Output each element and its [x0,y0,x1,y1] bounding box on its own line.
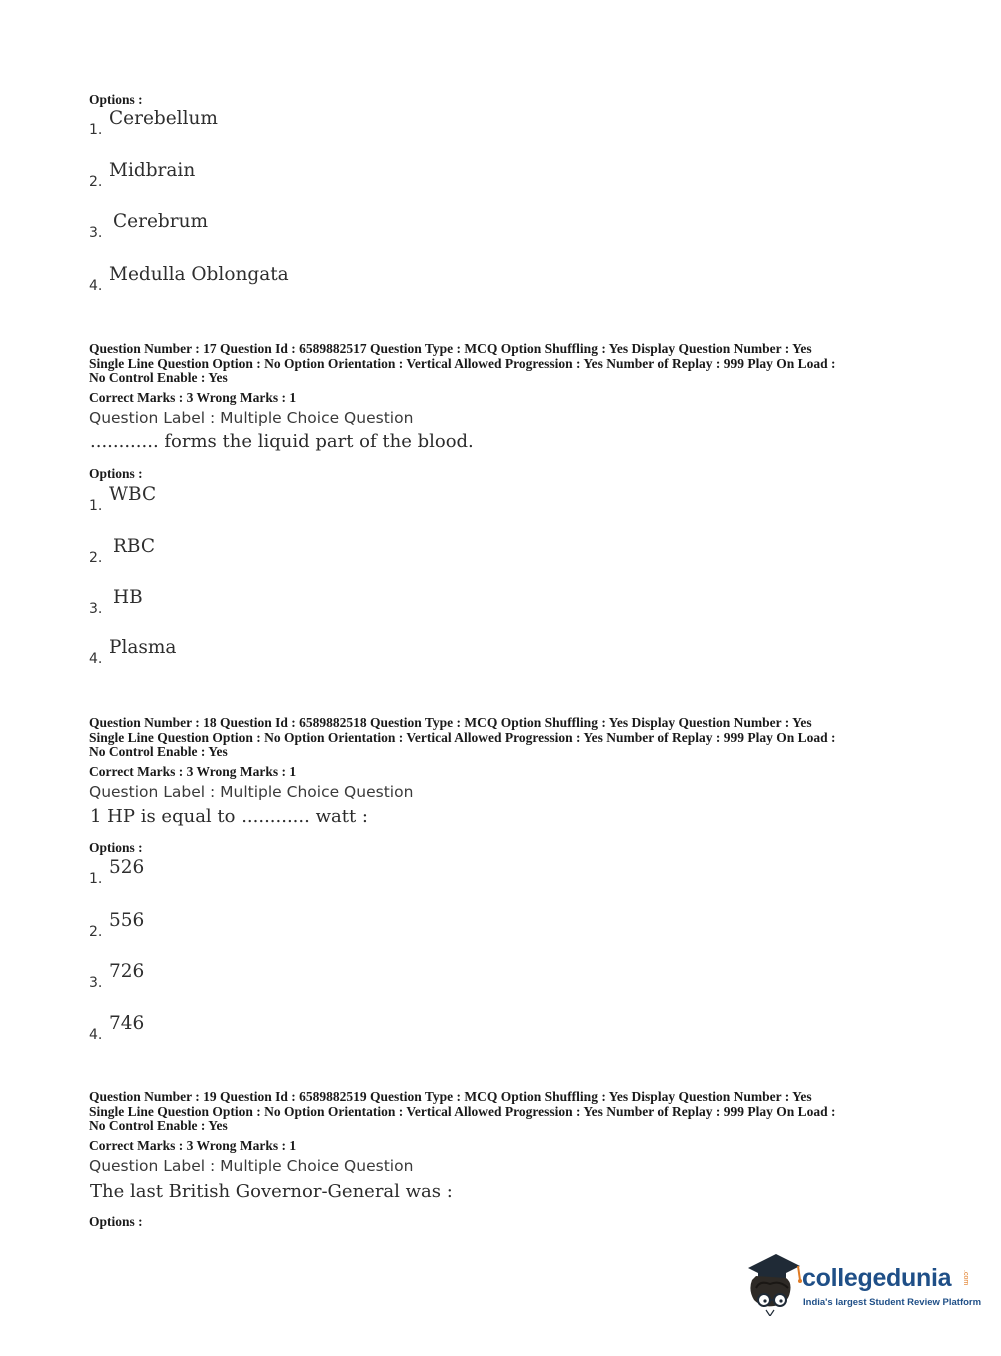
option-number: 1. [89,122,103,138]
meta-line: Question Number : 18 Question Id : 6589882518 Question Type : MCQ Option Shuffling : Yes Display Question Number : Yes [89,715,812,730]
option-number: 2. [89,550,103,566]
option-number: 4. [89,278,103,294]
logo-tagline: India's largest Student Review Platform [803,1297,982,1308]
option-number: 4. [89,651,103,667]
question-marks: Correct Marks : 3 Wrong Marks : 1 [89,764,297,779]
question-label: Question Label : Multiple Choice Question [89,783,414,801]
meta-line: Single Line Question Option : No Option Orientation : Vertical Allowed Progression : Yes Number of Replay : 999 Play On Load : [89,729,836,745]
question-marks: Correct Marks : 3 Wrong Marks : 1 [89,390,297,405]
option-text: 746 [109,1013,145,1034]
option-text: RBC [113,536,156,557]
option-number: 4. [89,1027,103,1043]
option-number: 1. [89,498,103,514]
meta-line: Question Number : 19 Question Id : 6589882519 Question Type : MCQ Option Shuffling : Yes Display Question Number : Yes [89,1089,812,1104]
question-meta [89,716,919,760]
option-text: HB [113,587,143,608]
option-number: 1. [89,871,103,887]
option-number: 3. [89,975,103,991]
question-meta [89,1090,919,1134]
option-text: 526 [109,857,145,878]
option-text: 726 [109,961,145,982]
option-number: 3. [89,601,103,617]
meta-line: No Control Enable : Yes [89,1118,228,1133]
meta-line: No Control Enable : Yes [89,744,228,759]
meta-line: Question Number : 17 Question Id : 6589882517 Question Type : MCQ Option Shuffling : Yes Display Question Number : Yes [89,341,812,356]
option-number: 2. [89,174,103,190]
meta-line: No Control Enable : Yes [89,370,228,385]
logo-wordmark: collegedunia [802,1264,952,1292]
option-text: Cerebrum [113,211,209,232]
option-text: 556 [109,910,145,931]
option-number: 2. [89,924,103,940]
options-heading: Options : [89,92,143,107]
question-label: Question Label : Multiple Choice Question [89,1157,414,1175]
meta-line: Single Line Question Option : No Option Orientation : Vertical Allowed Progression : Yes Number of Replay : 999 Play On Load : [89,355,836,371]
option-text: Plasma [109,637,177,658]
option-text: Cerebellum [109,108,218,129]
options-heading: Options : [89,1214,143,1229]
question-meta [89,342,919,386]
options-heading: Options : [89,840,143,855]
question-marks: Correct Marks : 3 Wrong Marks : 1 [89,1138,297,1153]
meta-line: Single Line Question Option : No Option Orientation : Vertical Allowed Progression : Yes Number of Replay : 999 Play On Load : [89,1103,836,1119]
logo-suffix: .com [962,1270,969,1286]
question-text: The last British Governor-General was : [90,1181,453,1202]
mascot-icon [742,1250,804,1316]
option-text: WBC [109,484,157,505]
question-text: ............ forms the liquid part of the blood. [90,431,474,452]
question-text: 1 HP is equal to ............ watt : [90,806,368,827]
option-text: Medulla Oblongata [109,264,289,285]
options-heading: Options : [89,466,143,481]
option-text: Midbrain [109,160,196,181]
question-label: Question Label : Multiple Choice Question [89,409,414,427]
collegedunia-logo[interactable] [742,1250,982,1320]
option-number: 3. [89,225,103,241]
